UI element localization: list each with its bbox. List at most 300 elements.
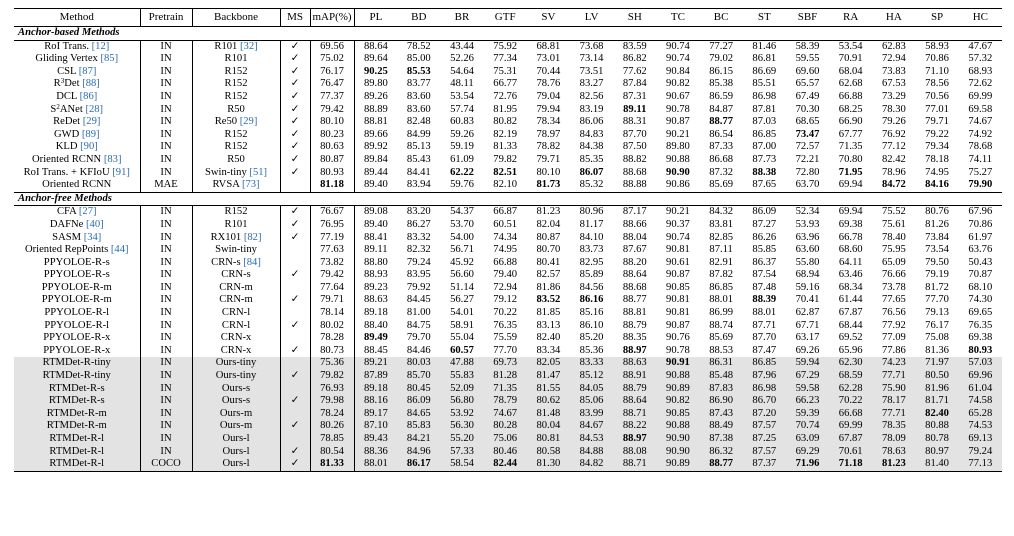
class-ap-cell: 89.23	[363, 281, 388, 293]
class-ap-cell: 66.68	[829, 408, 872, 421]
class-ap-cell: 85.83	[397, 420, 440, 433]
class-ap-cell: 69.96	[959, 370, 1002, 383]
class-ap-cell: 45.92	[450, 256, 474, 268]
class-ap-cell: 84.99	[406, 128, 431, 140]
class-ap-cell: 80.76	[925, 206, 949, 218]
class-ap-cell: 84.72	[881, 179, 906, 191]
class-ap-cell: 63.60	[795, 244, 820, 256]
citation-link[interactable]: [84]	[243, 256, 261, 268]
class-ap-cell: 81.95	[493, 103, 518, 115]
map-cell: 79.71	[310, 294, 354, 307]
class-ap-cell: 84.21	[397, 433, 440, 446]
class-ap-cell: 72.21	[795, 153, 820, 165]
class-ap-cell: 85.85	[752, 244, 777, 256]
ms-check-cell	[280, 383, 310, 396]
class-ap-cell: 53.70	[450, 218, 474, 230]
class-ap-cell: 88.68	[622, 281, 647, 293]
class-ap-cell: 86.06	[579, 116, 604, 128]
class-ap-cell: 82.40	[536, 332, 561, 344]
class-ap-cell: 82.04	[536, 218, 561, 230]
class-ap-cell: 72.76	[493, 90, 518, 102]
class-ap-cell: 82.40	[915, 408, 958, 421]
class-ap-cell: 78.35	[872, 420, 915, 433]
class-ap-cell: 77.70	[925, 294, 949, 306]
ms-check-cell: ✓	[280, 154, 310, 167]
column-header: PL	[354, 9, 397, 27]
class-ap-cell: 67.53	[881, 78, 906, 90]
method-cell: PPYOLOE-R-x	[14, 332, 140, 345]
class-ap-cell: 69.73	[484, 357, 527, 370]
class-ap-cell: 59.39	[786, 408, 829, 421]
class-ap-cell: 90.87	[666, 319, 690, 331]
class-ap-cell: 65.57	[795, 78, 820, 90]
class-ap-cell: 58.91	[450, 319, 474, 331]
citation-link[interactable]: [29]	[82, 116, 101, 128]
class-ap-cell: 81.28	[484, 370, 527, 383]
map-cell: 75.36	[310, 357, 354, 370]
class-ap-cell: 90.86	[666, 179, 690, 191]
class-ap-cell: 87.38	[700, 433, 743, 446]
class-ap-cell: 63.09	[786, 433, 829, 446]
class-ap-cell: 76.66	[881, 269, 906, 281]
class-ap-cell: 74.34	[493, 231, 518, 243]
class-ap-cell: 69.29	[786, 446, 829, 459]
column-header: HC	[959, 9, 1002, 27]
pretrain-cell: IN	[140, 320, 192, 333]
class-ap-cell: 90.21	[666, 206, 690, 218]
class-ap-cell: 62.83	[881, 40, 906, 52]
class-ap-cell: 71.10	[925, 65, 949, 77]
citation-link[interactable]: [90]	[80, 141, 98, 153]
class-ap-cell: 43.44	[450, 40, 474, 52]
class-ap-cell: 62.28	[829, 383, 872, 396]
class-ap-cell: 75.08	[925, 332, 949, 344]
class-ap-cell: 88.01	[709, 294, 734, 306]
backbone-cell: Ours-m	[192, 420, 280, 433]
column-header: SH	[613, 9, 656, 27]
class-ap-cell: 88.64	[613, 395, 656, 408]
class-ap-cell: 87.57	[743, 420, 786, 433]
column-header: BC	[700, 9, 743, 27]
citation-link[interactable]: [51]	[249, 166, 268, 178]
class-ap-cell: 80.28	[484, 420, 527, 433]
pretrain-cell: IN	[140, 154, 192, 167]
class-ap-cell: 88.01	[354, 458, 397, 471]
class-ap-cell: 70.22	[493, 307, 518, 319]
class-ap-cell: 84.32	[709, 206, 734, 218]
class-ap-cell: 78.97	[536, 128, 561, 140]
ms-check-cell: ✓	[280, 40, 310, 53]
class-ap-cell: 54.37	[450, 206, 474, 218]
citation-link[interactable]: [34]	[83, 231, 102, 243]
class-ap-cell: 83.19	[579, 103, 604, 115]
column-header: MS	[280, 9, 310, 27]
class-ap-cell: 71.35	[484, 383, 527, 396]
class-ap-cell: 67.29	[786, 370, 829, 383]
results-table	[14, 8, 1002, 472]
class-ap-cell: 74.11	[968, 153, 993, 165]
class-ap-cell: 88.01	[752, 307, 777, 319]
class-ap-cell: 79.90	[968, 179, 993, 191]
table-row	[14, 179, 1002, 192]
class-ap-cell: 69.94	[838, 206, 863, 218]
class-ap-cell: 81.33	[493, 141, 518, 153]
class-ap-cell: 80.41	[536, 256, 561, 268]
class-ap-cell: 84.87	[709, 103, 734, 115]
class-ap-cell: 73.14	[579, 53, 604, 65]
class-ap-cell: 57.33	[440, 446, 483, 459]
class-ap-cell: 90.81	[666, 244, 690, 256]
citation-link[interactable]: [44]	[110, 244, 129, 256]
class-ap-cell: 87.33	[709, 141, 734, 153]
class-ap-cell: 83.59	[622, 40, 647, 52]
map-cell: 78.85	[310, 433, 354, 446]
backbone-cell: Ours-s	[192, 395, 280, 408]
map-cell: 81.18	[310, 179, 354, 192]
class-ap-cell: 90.82	[656, 395, 699, 408]
citation-link[interactable]: [82]	[243, 231, 262, 243]
table-row	[14, 141, 1002, 154]
class-ap-cell: 85.48	[700, 370, 743, 383]
method-cell: PPYOLOE-R-l	[14, 307, 140, 320]
backbone-cell: RX101 [82]	[192, 232, 280, 245]
class-ap-cell: 89.40	[363, 218, 388, 230]
ms-check-cell: ✓	[280, 104, 310, 117]
class-ap-cell: 89.26	[363, 90, 388, 102]
citation-link[interactable]: [87]	[78, 65, 97, 77]
map-cell: 73.82	[310, 257, 354, 270]
class-ap-cell: 86.85	[743, 357, 786, 370]
class-ap-cell: 79.70	[406, 332, 431, 344]
class-ap-cell: 80.10	[536, 166, 561, 178]
class-ap-cell: 78.40	[881, 231, 906, 243]
ms-check-cell	[280, 307, 310, 320]
class-ap-cell: 59.19	[450, 141, 474, 153]
citation-link[interactable]: [88]	[82, 78, 100, 90]
class-ap-cell: 87.73	[752, 153, 777, 165]
backbone-cell: Ours-tiny	[192, 357, 280, 370]
class-ap-cell: 70.91	[838, 53, 863, 65]
pretrain-cell: IN	[140, 408, 192, 421]
class-ap-cell: 52.26	[450, 53, 474, 65]
map-cell: 80.73	[310, 345, 354, 358]
class-ap-cell: 90.82	[666, 78, 690, 90]
class-ap-cell: 82.10	[493, 179, 518, 191]
citation-link[interactable]: [85]	[100, 53, 119, 65]
citation-link[interactable]: [29]	[239, 116, 258, 128]
citation-link[interactable]: [12]	[91, 40, 110, 52]
citation-link[interactable]: [83]	[103, 153, 122, 165]
backbone-cell: Ours-m	[192, 408, 280, 421]
table-row	[14, 332, 1002, 345]
class-ap-cell: 88.45	[363, 344, 388, 356]
class-ap-cell: 88.71	[613, 458, 656, 471]
pretrain-cell: IN	[140, 40, 192, 53]
class-ap-cell: 87.31	[622, 90, 647, 102]
table-row	[14, 244, 1002, 257]
class-ap-cell: 65.09	[881, 256, 906, 268]
class-ap-cell: 86.85	[709, 281, 734, 293]
method-cell: RTMDet-R-l	[14, 446, 140, 459]
class-ap-cell: 67.49	[795, 90, 820, 102]
citation-link[interactable]: [73]	[241, 179, 260, 191]
class-ap-cell: 84.82	[570, 458, 613, 471]
column-header: Pretrain	[140, 9, 192, 27]
map-cell: 79.98	[310, 395, 354, 408]
class-ap-cell: 80.82	[493, 116, 518, 128]
method-cell: Oriented RepPoints [44]	[14, 244, 140, 257]
class-ap-cell: 88.82	[622, 153, 647, 165]
class-ap-cell: 89.92	[363, 141, 388, 153]
class-ap-cell: 89.17	[354, 408, 397, 421]
class-ap-cell: 87.11	[709, 244, 733, 256]
class-ap-cell: 89.80	[666, 141, 690, 153]
class-ap-cell: 88.38	[752, 166, 777, 178]
method-cell: PPYOLOE-R-s	[14, 269, 140, 282]
class-ap-cell: 86.10	[579, 319, 604, 331]
class-ap-cell: 78.96	[881, 166, 906, 178]
class-ap-cell: 69.52	[838, 332, 863, 344]
class-ap-cell: 88.79	[613, 383, 656, 396]
citation-link[interactable]: [89]	[81, 128, 100, 140]
table-row	[14, 458, 1002, 471]
class-ap-cell: 88.20	[622, 256, 647, 268]
ms-check-cell: ✓	[280, 370, 310, 383]
class-ap-cell: 80.46	[484, 446, 527, 459]
class-ap-cell: 76.35	[493, 319, 518, 331]
class-ap-cell: 73.54	[925, 244, 949, 256]
table-row	[14, 269, 1002, 282]
pretrain-cell: IN	[140, 420, 192, 433]
backbone-cell: R152	[192, 91, 280, 104]
table-row	[14, 91, 1002, 104]
class-ap-cell: 78.68	[968, 141, 993, 153]
table-row	[14, 116, 1002, 129]
method-cell: PPYOLOE-R-m	[14, 282, 140, 295]
class-ap-cell: 65.28	[959, 408, 1002, 421]
map-cell: 81.33	[310, 458, 354, 471]
column-header: SP	[915, 9, 958, 27]
class-ap-cell: 68.93	[968, 65, 993, 77]
citation-link[interactable]: [28]	[85, 103, 104, 115]
class-ap-cell: 83.81	[709, 218, 734, 230]
method-cell: RoI Trans. + KFIoU [91]	[14, 167, 140, 180]
map-cell: 77.64	[310, 282, 354, 295]
class-ap-cell: 81.55	[527, 383, 570, 396]
backbone-cell: R152	[192, 78, 280, 91]
pretrain-cell: IN	[140, 307, 192, 320]
class-ap-cell: 66.88	[838, 90, 863, 102]
map-cell: 78.14	[310, 307, 354, 320]
class-ap-cell: 86.26	[752, 231, 777, 243]
class-ap-cell: 73.84	[925, 231, 949, 243]
class-ap-cell: 84.05	[570, 383, 613, 396]
citation-link[interactable]: [40]	[86, 218, 104, 230]
map-cell: 80.10	[310, 116, 354, 129]
class-ap-cell: 79.94	[536, 103, 561, 115]
class-ap-cell: 72.57	[795, 141, 820, 153]
class-ap-cell: 86.09	[752, 206, 777, 218]
class-ap-cell: 87.71	[752, 319, 777, 331]
class-ap-cell: 79.22	[925, 128, 949, 140]
class-ap-cell: 86.07	[579, 166, 604, 178]
class-ap-cell: 55.80	[795, 256, 820, 268]
class-ap-cell: 82.95	[579, 256, 604, 268]
class-ap-cell: 66.78	[838, 231, 863, 243]
table-row	[14, 66, 1002, 79]
class-ap-cell: 78.79	[484, 395, 527, 408]
map-cell: 80.23	[310, 129, 354, 142]
class-ap-cell: 87.84	[622, 78, 647, 90]
column-header: BR	[440, 9, 483, 27]
class-ap-cell: 61.04	[959, 383, 1002, 396]
class-ap-cell: 90.87	[666, 269, 690, 281]
class-ap-cell: 80.81	[527, 433, 570, 446]
method-cell: CFA [27]	[14, 206, 140, 219]
class-ap-cell: 81.40	[915, 458, 958, 471]
class-ap-cell: 59.58	[786, 383, 829, 396]
class-ap-cell: 88.88	[622, 179, 647, 191]
citation-link[interactable]: [32]	[240, 40, 258, 52]
class-ap-cell: 88.31	[622, 116, 647, 128]
class-ap-cell: 87.48	[752, 281, 777, 293]
ms-check-cell	[280, 408, 310, 421]
section-header	[14, 192, 1002, 206]
citation-link[interactable]: [27]	[78, 206, 97, 218]
class-ap-cell: 88.93	[363, 269, 388, 281]
class-ap-cell: 85.70	[397, 370, 440, 383]
class-ap-cell: 90.90	[656, 433, 699, 446]
class-ap-cell: 79.13	[925, 307, 949, 319]
class-ap-cell: 83.34	[536, 344, 561, 356]
table-row	[14, 154, 1002, 167]
class-ap-cell: 84.83	[579, 128, 604, 140]
class-ap-cell: 79.82	[493, 153, 518, 165]
method-cell: Oriented RCNN	[14, 179, 140, 192]
class-ap-cell: 87.65	[752, 179, 777, 191]
ms-check-cell: ✓	[280, 420, 310, 433]
class-ap-cell: 87.57	[743, 446, 786, 459]
class-ap-cell: 63.46	[838, 269, 863, 281]
class-ap-cell: 90.78	[666, 103, 690, 115]
class-ap-cell: 85.06	[570, 395, 613, 408]
column-header: Method	[14, 9, 140, 27]
class-ap-cell: 79.92	[406, 281, 431, 293]
class-ap-cell: 56.60	[450, 269, 474, 281]
class-ap-cell: 87.96	[743, 370, 786, 383]
class-ap-cell: 86.90	[700, 395, 743, 408]
class-ap-cell: 81.26	[925, 218, 949, 230]
pretrain-cell: IN	[140, 294, 192, 307]
pretrain-cell: IN	[140, 257, 192, 270]
class-ap-cell: 69.58	[968, 103, 993, 115]
class-ap-cell: 88.81	[363, 116, 388, 128]
class-ap-cell: 90.90	[666, 166, 690, 178]
pretrain-cell: IN	[140, 104, 192, 117]
class-ap-cell: 68.10	[968, 281, 993, 293]
class-ap-cell: 60.57	[450, 344, 474, 356]
class-ap-cell: 62.22	[450, 166, 474, 178]
class-ap-cell: 59.94	[786, 357, 829, 370]
table-row	[14, 408, 1002, 421]
class-ap-cell: 75.59	[493, 332, 518, 344]
ms-check-cell	[280, 244, 310, 257]
backbone-cell: R152	[192, 206, 280, 219]
class-ap-cell: 67.87	[829, 433, 872, 446]
table-row	[14, 420, 1002, 433]
class-ap-cell: 70.61	[829, 446, 872, 459]
column-header: HA	[872, 9, 915, 27]
citation-link[interactable]: [91]	[112, 166, 130, 178]
class-ap-cell: 80.03	[397, 357, 440, 370]
class-ap-cell: 87.67	[622, 244, 647, 256]
class-ap-cell: 55.04	[450, 332, 474, 344]
citation-link[interactable]: [86]	[79, 90, 98, 102]
class-ap-cell: 79.04	[536, 90, 561, 102]
table-row	[14, 232, 1002, 245]
class-ap-cell: 88.97	[622, 344, 647, 356]
map-cell: 76.47	[310, 78, 354, 91]
class-ap-cell: 85.32	[579, 179, 604, 191]
class-ap-cell: 77.86	[881, 344, 906, 356]
class-ap-cell: 62.30	[829, 357, 872, 370]
class-ap-cell: 65.96	[838, 344, 863, 356]
class-ap-cell: 56.27	[450, 294, 474, 306]
pretrain-cell: COCO	[140, 458, 192, 471]
method-cell: CSL [87]	[14, 66, 140, 79]
class-ap-cell: 80.87	[536, 231, 561, 243]
backbone-cell: Ours-s	[192, 383, 280, 396]
class-ap-cell: 59.26	[450, 128, 474, 140]
class-ap-cell: 90.25	[363, 65, 388, 77]
class-ap-cell: 69.38	[838, 218, 863, 230]
map-cell: 77.63	[310, 244, 354, 257]
class-ap-cell: 87.70	[752, 332, 777, 344]
class-ap-cell: 73.51	[579, 65, 604, 77]
class-ap-cell: 90.37	[666, 218, 690, 230]
class-ap-cell: 68.81	[536, 40, 561, 52]
method-cell: PPYOLOE-R-l	[14, 320, 140, 333]
backbone-cell: CRN-x	[192, 345, 280, 358]
class-ap-cell: 80.88	[915, 420, 958, 433]
class-ap-cell: 90.81	[666, 307, 690, 319]
pretrain-cell: IN	[140, 91, 192, 104]
class-ap-cell: 70.87	[968, 269, 993, 281]
map-cell: 78.28	[310, 332, 354, 345]
method-cell: $S^2ANet$ [28]	[14, 104, 140, 117]
class-ap-cell: 47.67	[968, 40, 993, 52]
class-ap-cell: 70.56	[925, 90, 949, 102]
table-header	[14, 9, 1002, 27]
map-cell: 79.42	[310, 269, 354, 282]
ms-check-cell: ✓	[280, 78, 310, 91]
class-ap-cell: 74.95	[493, 244, 518, 256]
method-cell: RTMDet-R-l	[14, 433, 140, 446]
class-ap-cell: 55.20	[440, 433, 483, 446]
class-ap-cell: 61.09	[450, 153, 474, 165]
table-row	[14, 282, 1002, 295]
method-cell: RTMDet-R-tiny	[14, 370, 140, 383]
section-title: Anchor-free Methods	[14, 192, 1002, 206]
class-ap-cell: 70.22	[829, 395, 872, 408]
method-cell: RTMDet-R-s	[14, 383, 140, 396]
class-ap-cell: 76.35	[968, 319, 993, 331]
class-ap-cell: 69.26	[795, 344, 820, 356]
method-cell: RoI Trans. [12]	[14, 40, 140, 53]
class-ap-cell: 69.13	[959, 433, 1002, 446]
class-ap-cell: 68.25	[838, 103, 863, 115]
class-ap-cell: 59.16	[795, 281, 820, 293]
